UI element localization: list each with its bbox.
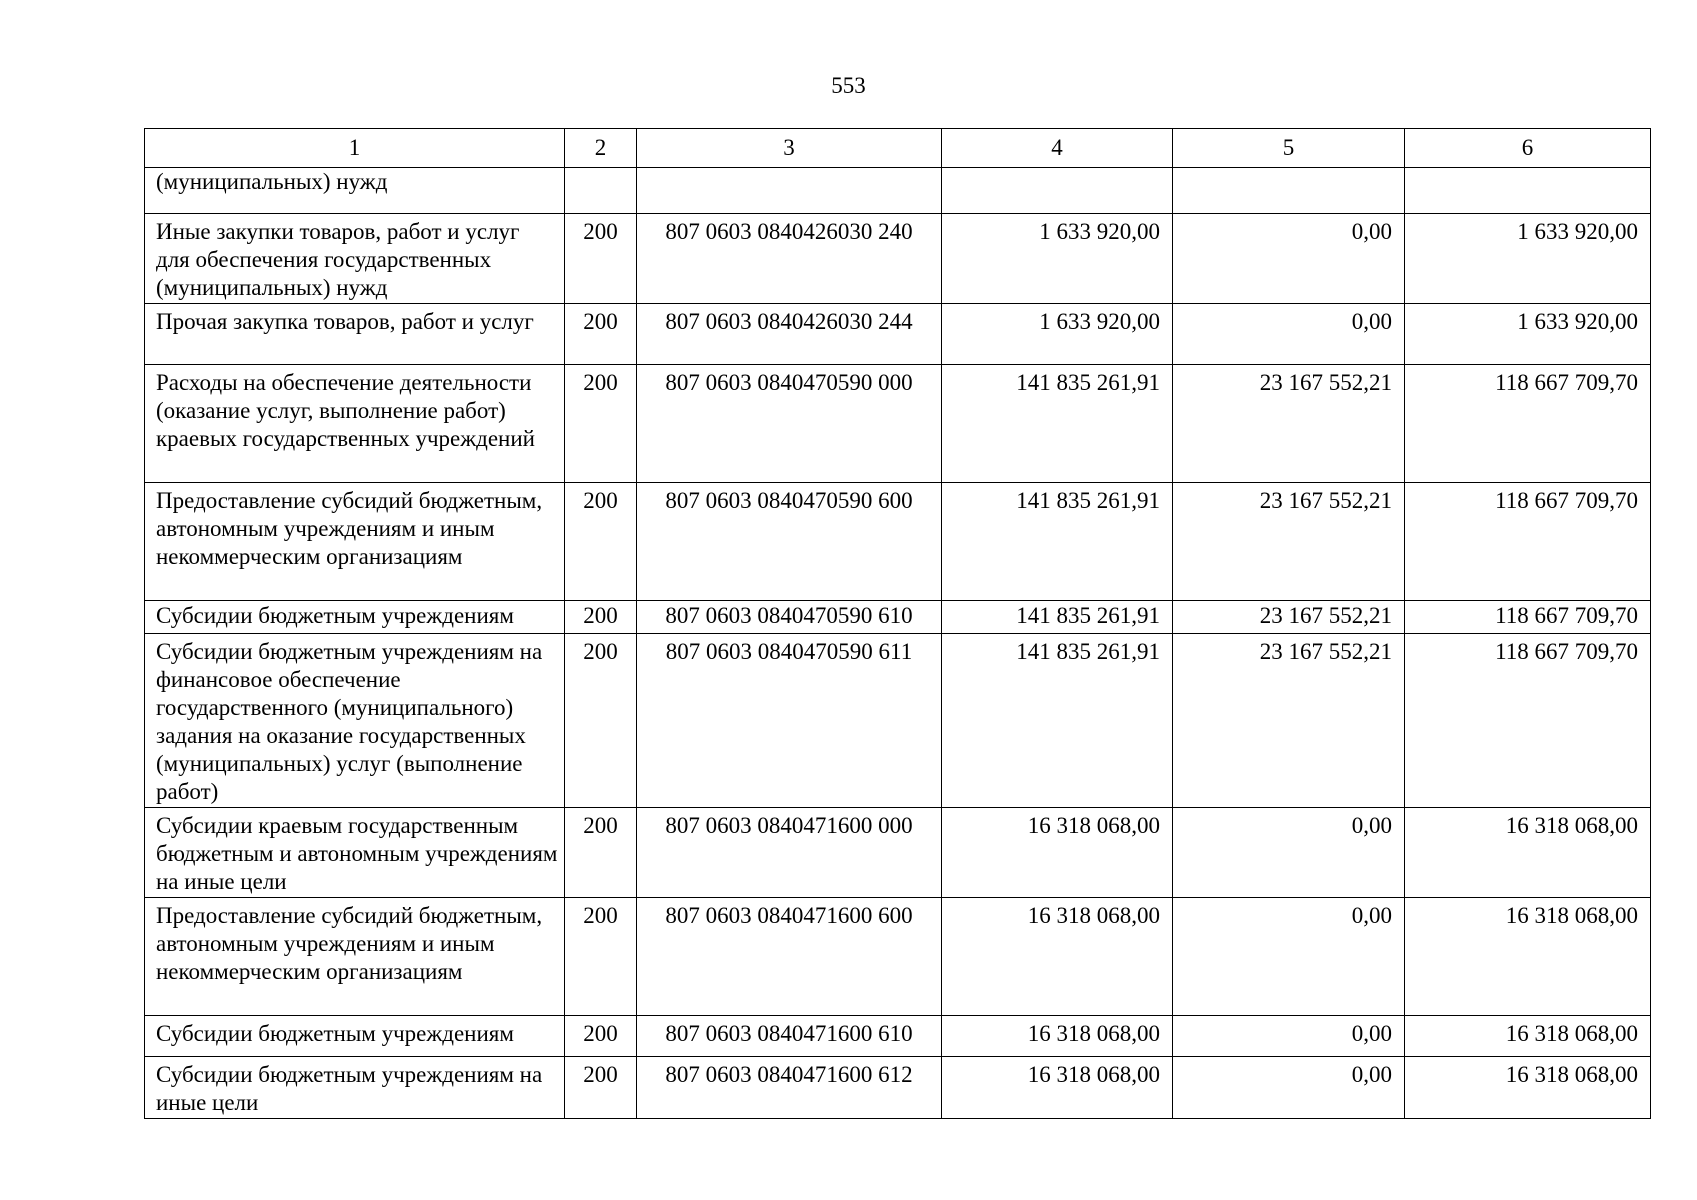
table-row xyxy=(145,808,1651,898)
row-value-6-cell: 118 667 709,70 xyxy=(1405,365,1651,483)
row-code-cell xyxy=(565,168,637,214)
row-value-6-cell: 16 318 068,00 xyxy=(1405,808,1651,898)
table-row xyxy=(145,634,1651,808)
row-value-6-cell: 118 667 709,70 xyxy=(1405,634,1651,808)
row-kbk-cell: 807 0603 0840471600 600 xyxy=(637,898,942,1016)
table-row xyxy=(145,483,1651,601)
row-kbk-cell: 807 0603 0840471600 610 xyxy=(637,1016,942,1057)
budget-table-container xyxy=(144,128,1650,1119)
row-name-cell: Субсидии бюджетным учреждениям xyxy=(145,601,565,634)
column-header-2: 2 xyxy=(565,129,637,168)
table-row xyxy=(145,168,1651,214)
row-code-cell: 200 xyxy=(565,365,637,483)
row-name-cell: Субсидии краевым государственным бюджетным и автономным учреждениям на иные цели xyxy=(145,808,565,898)
row-kbk-cell xyxy=(637,168,942,214)
row-value-6-cell: 16 318 068,00 xyxy=(1405,1057,1651,1119)
row-value-5-cell: 0,00 xyxy=(1173,214,1405,304)
table-header-row xyxy=(145,129,1651,168)
row-code-cell: 200 xyxy=(565,601,637,634)
row-value-5-cell: 0,00 xyxy=(1173,808,1405,898)
row-value-6-cell xyxy=(1405,168,1651,214)
row-code-cell: 200 xyxy=(565,1016,637,1057)
row-value-4-cell: 141 835 261,91 xyxy=(942,483,1173,601)
row-value-5-cell: 0,00 xyxy=(1173,1016,1405,1057)
row-value-4-cell: 16 318 068,00 xyxy=(942,898,1173,1016)
row-value-4-cell xyxy=(942,168,1173,214)
row-value-4-cell: 141 835 261,91 xyxy=(942,634,1173,808)
row-value-5-cell: 0,00 xyxy=(1173,304,1405,365)
row-value-6-cell: 16 318 068,00 xyxy=(1405,1016,1651,1057)
row-value-6-cell: 1 633 920,00 xyxy=(1405,214,1651,304)
row-kbk-cell: 807 0603 0840471600 000 xyxy=(637,808,942,898)
row-code-cell: 200 xyxy=(565,898,637,1016)
row-kbk-cell: 807 0603 0840426030 244 xyxy=(637,304,942,365)
row-code-cell: 200 xyxy=(565,1057,637,1119)
row-value-5-cell: 0,00 xyxy=(1173,898,1405,1016)
row-code-cell: 200 xyxy=(565,483,637,601)
column-header-6: 6 xyxy=(1405,129,1651,168)
row-name-cell: Предоставление субсидий бюджетным, автономным учреждениям и иным некоммерческим организациям xyxy=(145,898,565,1016)
table-row xyxy=(145,898,1651,1016)
table-row xyxy=(145,365,1651,483)
row-name-cell: (муниципальных) нужд xyxy=(145,168,565,214)
column-header-4: 4 xyxy=(942,129,1173,168)
row-value-4-cell: 141 835 261,91 xyxy=(942,365,1173,483)
row-value-6-cell: 16 318 068,00 xyxy=(1405,898,1651,1016)
row-code-cell: 200 xyxy=(565,214,637,304)
row-value-5-cell: 23 167 552,21 xyxy=(1173,483,1405,601)
row-code-cell: 200 xyxy=(565,808,637,898)
row-name-cell: Расходы на обеспечение деятельности (оказание услуг, выполнение работ) краевых государственных учреждений xyxy=(145,365,565,483)
row-value-4-cell: 141 835 261,91 xyxy=(942,601,1173,634)
row-value-6-cell: 118 667 709,70 xyxy=(1405,483,1651,601)
row-kbk-cell: 807 0603 0840471600 612 xyxy=(637,1057,942,1119)
page-number: 553 xyxy=(831,73,866,98)
row-name-cell: Субсидии бюджетным учреждениям на финансовое обеспечение государственного (муниципального) задания на оказание государственных (муниципальных) услуг (выполнение работ) xyxy=(145,634,565,808)
row-code-cell: 200 xyxy=(565,634,637,808)
column-header-1: 1 xyxy=(145,129,565,168)
row-name-cell: Предоставление субсидий бюджетным, автономным учреждениям и иным некоммерческим организациям xyxy=(145,483,565,601)
row-value-5-cell xyxy=(1173,168,1405,214)
row-name-cell: Субсидии бюджетным учреждениям на иные цели xyxy=(145,1057,565,1119)
row-value-6-cell: 118 667 709,70 xyxy=(1405,601,1651,634)
row-value-5-cell: 23 167 552,21 xyxy=(1173,634,1405,808)
table-row xyxy=(145,1016,1651,1057)
row-value-4-cell: 16 318 068,00 xyxy=(942,808,1173,898)
row-kbk-cell: 807 0603 0840470590 610 xyxy=(637,601,942,634)
row-name-cell: Субсидии бюджетным учреждениям xyxy=(145,1016,565,1057)
row-kbk-cell: 807 0603 0840470590 000 xyxy=(637,365,942,483)
row-value-4-cell: 16 318 068,00 xyxy=(942,1057,1173,1119)
budget-table xyxy=(144,128,1651,1119)
row-name-cell: Иные закупки товаров, работ и услуг для обеспечения государственных (муниципальных) нужд xyxy=(145,214,565,304)
table-row xyxy=(145,1057,1651,1119)
column-header-3: 3 xyxy=(637,129,942,168)
row-value-4-cell: 1 633 920,00 xyxy=(942,304,1173,365)
row-value-5-cell: 0,00 xyxy=(1173,1057,1405,1119)
row-value-6-cell: 1 633 920,00 xyxy=(1405,304,1651,365)
row-value-4-cell: 1 633 920,00 xyxy=(942,214,1173,304)
row-value-5-cell: 23 167 552,21 xyxy=(1173,601,1405,634)
row-value-4-cell: 16 318 068,00 xyxy=(942,1016,1173,1057)
row-kbk-cell: 807 0603 0840470590 600 xyxy=(637,483,942,601)
row-kbk-cell: 807 0603 0840470590 611 xyxy=(637,634,942,808)
table-row xyxy=(145,214,1651,304)
row-code-cell: 200 xyxy=(565,304,637,365)
row-name-cell: Прочая закупка товаров, работ и услуг xyxy=(145,304,565,365)
row-value-5-cell: 23 167 552,21 xyxy=(1173,365,1405,483)
table-row xyxy=(145,601,1651,634)
column-header-5: 5 xyxy=(1173,129,1405,168)
row-kbk-cell: 807 0603 0840426030 240 xyxy=(637,214,942,304)
table-row xyxy=(145,304,1651,365)
